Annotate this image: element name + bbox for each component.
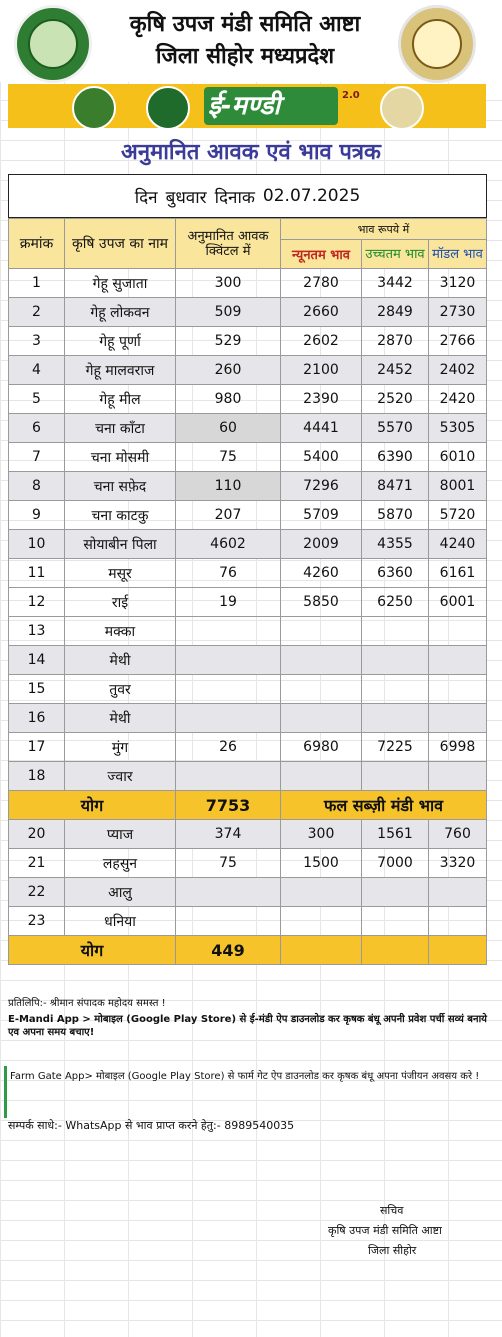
col-header-arrival: अनुमानित आवक क्विंटल में: [176, 219, 281, 269]
date-value: 02.07.2025: [262, 186, 361, 206]
cell-min: [281, 878, 362, 907]
cell-arrival: 75: [176, 443, 281, 472]
table-row: [9, 501, 487, 530]
total-value: 449: [176, 936, 281, 965]
cell-name: चना काटकु: [65, 501, 176, 530]
cell-arrival: 509: [176, 298, 281, 327]
table-row: [9, 356, 487, 385]
cell-min: 5400: [281, 443, 362, 472]
cell-max: 1561: [362, 820, 429, 849]
cell-max: [362, 762, 429, 791]
cell-max: 3442: [362, 269, 429, 298]
cell-name: राई: [65, 588, 176, 617]
cell-arrival: [176, 646, 281, 675]
col-header-commodity: कृषि उपज का नाम: [65, 219, 176, 269]
day-label: दिन: [134, 187, 158, 208]
cell-arrival: [176, 704, 281, 733]
document-title: अनुमानित आवक एवं भाव पत्रक: [121, 140, 381, 165]
note-copy: प्रतिलिपि:- श्रीमान संपादक महोदय समस्त !: [8, 998, 166, 1009]
table-row: [9, 878, 487, 907]
cell-max: [362, 646, 429, 675]
cell-arrival: 19: [176, 588, 281, 617]
table-row: [9, 762, 487, 791]
cell-min: 2602: [281, 327, 362, 356]
cell-sn: 14: [9, 646, 65, 675]
cell-max: 8471: [362, 472, 429, 501]
cell-min: [281, 617, 362, 646]
day-value: बुधवार: [165, 187, 207, 208]
cell-modal: [429, 878, 487, 907]
cell-name: मेथी: [65, 646, 176, 675]
cell-min: [281, 646, 362, 675]
cell-sn: 10: [9, 530, 65, 559]
emandi-version: 2.0: [342, 90, 360, 101]
total-value: 7753: [176, 791, 281, 820]
cell-modal: 6161: [429, 559, 487, 588]
cell-min: 300: [281, 820, 362, 849]
cell-modal: [429, 646, 487, 675]
header-title-line1: कृषि उपज मंडी समिति आष्टा: [129, 12, 361, 37]
cell-arrival: 110: [176, 472, 281, 501]
cell-modal: 2420: [429, 385, 487, 414]
cell-max: 6390: [362, 443, 429, 472]
table-row: [9, 907, 487, 936]
krishi-mandi-logo: [14, 5, 92, 83]
cell-arrival: 76: [176, 559, 281, 588]
cell-min: 2100: [281, 356, 362, 385]
table-row: [9, 414, 487, 443]
cell-modal: 3120: [429, 269, 487, 298]
cell-name: गेहू मालवराज: [65, 356, 176, 385]
cell-arrival: 260: [176, 356, 281, 385]
cell-sn: 7: [9, 443, 65, 472]
signature-org: कृषि उपज मंडी समिति आष्टा: [328, 1224, 442, 1237]
farm-gate-logo: [380, 86, 424, 130]
table-row: [9, 559, 487, 588]
cell-min: 5709: [281, 501, 362, 530]
cell-name: चना काँटा: [65, 414, 176, 443]
cell-max: [362, 704, 429, 733]
note-farm-gate-app: Farm Gate App> मोबाइल (Google Play Store) से फार्म गेट ऐप डाउनलोड कर कृषक बंधू अपना पंजीयन अवसय करे !: [10, 1071, 480, 1082]
cell-name: गेहू सुजाता: [65, 269, 176, 298]
col-header-min: न्यूनतम भाव: [281, 240, 362, 269]
cell-modal: 760: [429, 820, 487, 849]
cell-name: लहसुन: [65, 849, 176, 878]
table-row: [9, 443, 487, 472]
cell-sn: 1: [9, 269, 65, 298]
cell-min: [281, 704, 362, 733]
banner-badge-icon: [72, 86, 116, 130]
cell-max: [362, 878, 429, 907]
table-row: [9, 617, 487, 646]
cell-name: चना सफ़ेद: [65, 472, 176, 501]
total-row-grains: [9, 791, 487, 820]
cell-max: 5870: [362, 501, 429, 530]
col-header-max: उच्चतम भाव: [362, 240, 429, 269]
cell-modal: [429, 762, 487, 791]
cell-sn: 9: [9, 501, 65, 530]
cell-max: 4355: [362, 530, 429, 559]
cell-name: मसूर: [65, 559, 176, 588]
cell-modal: 6998: [429, 733, 487, 762]
cell-name: मुंग: [65, 733, 176, 762]
cell-name: मेथी: [65, 704, 176, 733]
cell-min: 2780: [281, 269, 362, 298]
cell-arrival: 980: [176, 385, 281, 414]
signature-district: जिला सीहोर: [368, 1244, 417, 1257]
table-row: [9, 849, 487, 878]
cell-arrival: [176, 907, 281, 936]
note-emandi-app: E-Mandi App > मोबाइल (Google Play Store) से ई-मंडी ऐप डाउनलोड कर कृषक बंधू अपनी प्रवेश पर्ची सव्यं बनाये एव अपना समय बचाए!: [8, 1014, 487, 1038]
cell-max: 6360: [362, 559, 429, 588]
cell-max: [362, 907, 429, 936]
table-row: [9, 820, 487, 849]
cell-name: धनिया: [65, 907, 176, 936]
cell-modal: 2766: [429, 327, 487, 356]
cell-min: 1500: [281, 849, 362, 878]
cell-min: 4260: [281, 559, 362, 588]
cell-modal: 6010: [429, 443, 487, 472]
cell-sn: 17: [9, 733, 65, 762]
cell-max: 5570: [362, 414, 429, 443]
cell-name: सोयाबीन पिला: [65, 530, 176, 559]
cell-max: [362, 675, 429, 704]
cell-sn: 8: [9, 472, 65, 501]
total-row-vegetables: [9, 936, 487, 965]
cell-min: [281, 675, 362, 704]
cell-arrival: [176, 878, 281, 907]
cell-sn: 11: [9, 559, 65, 588]
cell-sn: 3: [9, 327, 65, 356]
cell-max: 2520: [362, 385, 429, 414]
cell-name: प्याज: [65, 820, 176, 849]
table-row: [9, 646, 487, 675]
cell-sn: 6: [9, 414, 65, 443]
price-table: [8, 218, 487, 965]
cell-max: 2870: [362, 327, 429, 356]
cell-name: मक्का: [65, 617, 176, 646]
cell-name: ज्वार: [65, 762, 176, 791]
cell-arrival: 4602: [176, 530, 281, 559]
cell-sn: 22: [9, 878, 65, 907]
cell-sn: 21: [9, 849, 65, 878]
cell-arrival: 374: [176, 820, 281, 849]
cell-arrival: 529: [176, 327, 281, 356]
cell-modal: 5305: [429, 414, 487, 443]
total-label: योग: [9, 936, 176, 965]
table-row: [9, 327, 487, 356]
cell-modal: [429, 704, 487, 733]
cell-arrival: 207: [176, 501, 281, 530]
cell-max: [362, 617, 429, 646]
cell-name: आलु: [65, 878, 176, 907]
cell-modal: 3320: [429, 849, 487, 878]
cell-name: गेहू लोकवन: [65, 298, 176, 327]
table-row: [9, 530, 487, 559]
price-group-header: भाव रूपये में: [281, 219, 487, 240]
table-row: [9, 385, 487, 414]
date-box: [8, 174, 487, 218]
table-row: [9, 704, 487, 733]
cell-modal: 8001: [429, 472, 487, 501]
table-row: [9, 733, 487, 762]
date-label: दिनाक: [214, 187, 255, 208]
cell-arrival: 60: [176, 414, 281, 443]
cell-max: 2849: [362, 298, 429, 327]
cell-sn: 13: [9, 617, 65, 646]
cell-modal: 2730: [429, 298, 487, 327]
cell-arrival: 75: [176, 849, 281, 878]
total-label: योग: [9, 791, 176, 820]
cell-arrival: 300: [176, 269, 281, 298]
cell-min: 2660: [281, 298, 362, 327]
signature-role: सचिव: [380, 1204, 404, 1217]
cell-sn: 5: [9, 385, 65, 414]
emandi-banner: [8, 84, 486, 128]
cell-sn: 4: [9, 356, 65, 385]
table-row: [9, 675, 487, 704]
banner-badge-icon: [146, 86, 190, 130]
cell-modal: 5720: [429, 501, 487, 530]
note-contact: सम्पर्क साधे:- WhatsApp से भाव प्राप्त करने हेतु:- 8989540035: [8, 1119, 295, 1132]
cell-arrival: [176, 617, 281, 646]
cell-min: 6980: [281, 733, 362, 762]
cell-max: 6250: [362, 588, 429, 617]
cell-modal: [429, 617, 487, 646]
cell-min: 4441: [281, 414, 362, 443]
cell-sn: 20: [9, 820, 65, 849]
cell-modal: [429, 675, 487, 704]
cell-modal: [429, 907, 487, 936]
header-title-line2: जिला सीहोर मध्यप्रदेश: [155, 44, 335, 69]
cell-min: 2390: [281, 385, 362, 414]
cell-sn: 12: [9, 588, 65, 617]
cell-arrival: [176, 762, 281, 791]
cell-name: चना मोसमी: [65, 443, 176, 472]
header: [0, 0, 502, 82]
cell-min: 5850: [281, 588, 362, 617]
cell-min: [281, 762, 362, 791]
cell-sn: 15: [9, 675, 65, 704]
cell-max: 2452: [362, 356, 429, 385]
table-row: [9, 588, 487, 617]
cell-sn: 23: [9, 907, 65, 936]
cell-modal: 2402: [429, 356, 487, 385]
cell-arrival: 26: [176, 733, 281, 762]
col-header-modal: मॉडल भाव: [429, 240, 487, 269]
table-row: [9, 472, 487, 501]
cell-max: 7225: [362, 733, 429, 762]
cell-sn: 16: [9, 704, 65, 733]
cell-name: गेहू पूर्णा: [65, 327, 176, 356]
table-row: [9, 298, 487, 327]
cell-min: 2009: [281, 530, 362, 559]
cell-min: 7296: [281, 472, 362, 501]
cell-sn: 2: [9, 298, 65, 327]
cell-arrival: [176, 675, 281, 704]
farmer-portrait-logo: [398, 5, 476, 83]
table-row: [9, 269, 487, 298]
col-header-serial: क्रमांक: [9, 219, 65, 269]
cell-sn: 18: [9, 762, 65, 791]
cell-modal: 6001: [429, 588, 487, 617]
cell-name: गेहू मील: [65, 385, 176, 414]
cell-min: [281, 907, 362, 936]
cell-name: तुवर: [65, 675, 176, 704]
emandi-brand: ई-मण्डी: [208, 91, 281, 121]
veg-market-header: फल सब्ज़ी मंडी भाव: [281, 791, 487, 820]
cell-max: 7000: [362, 849, 429, 878]
cell-modal: 4240: [429, 530, 487, 559]
